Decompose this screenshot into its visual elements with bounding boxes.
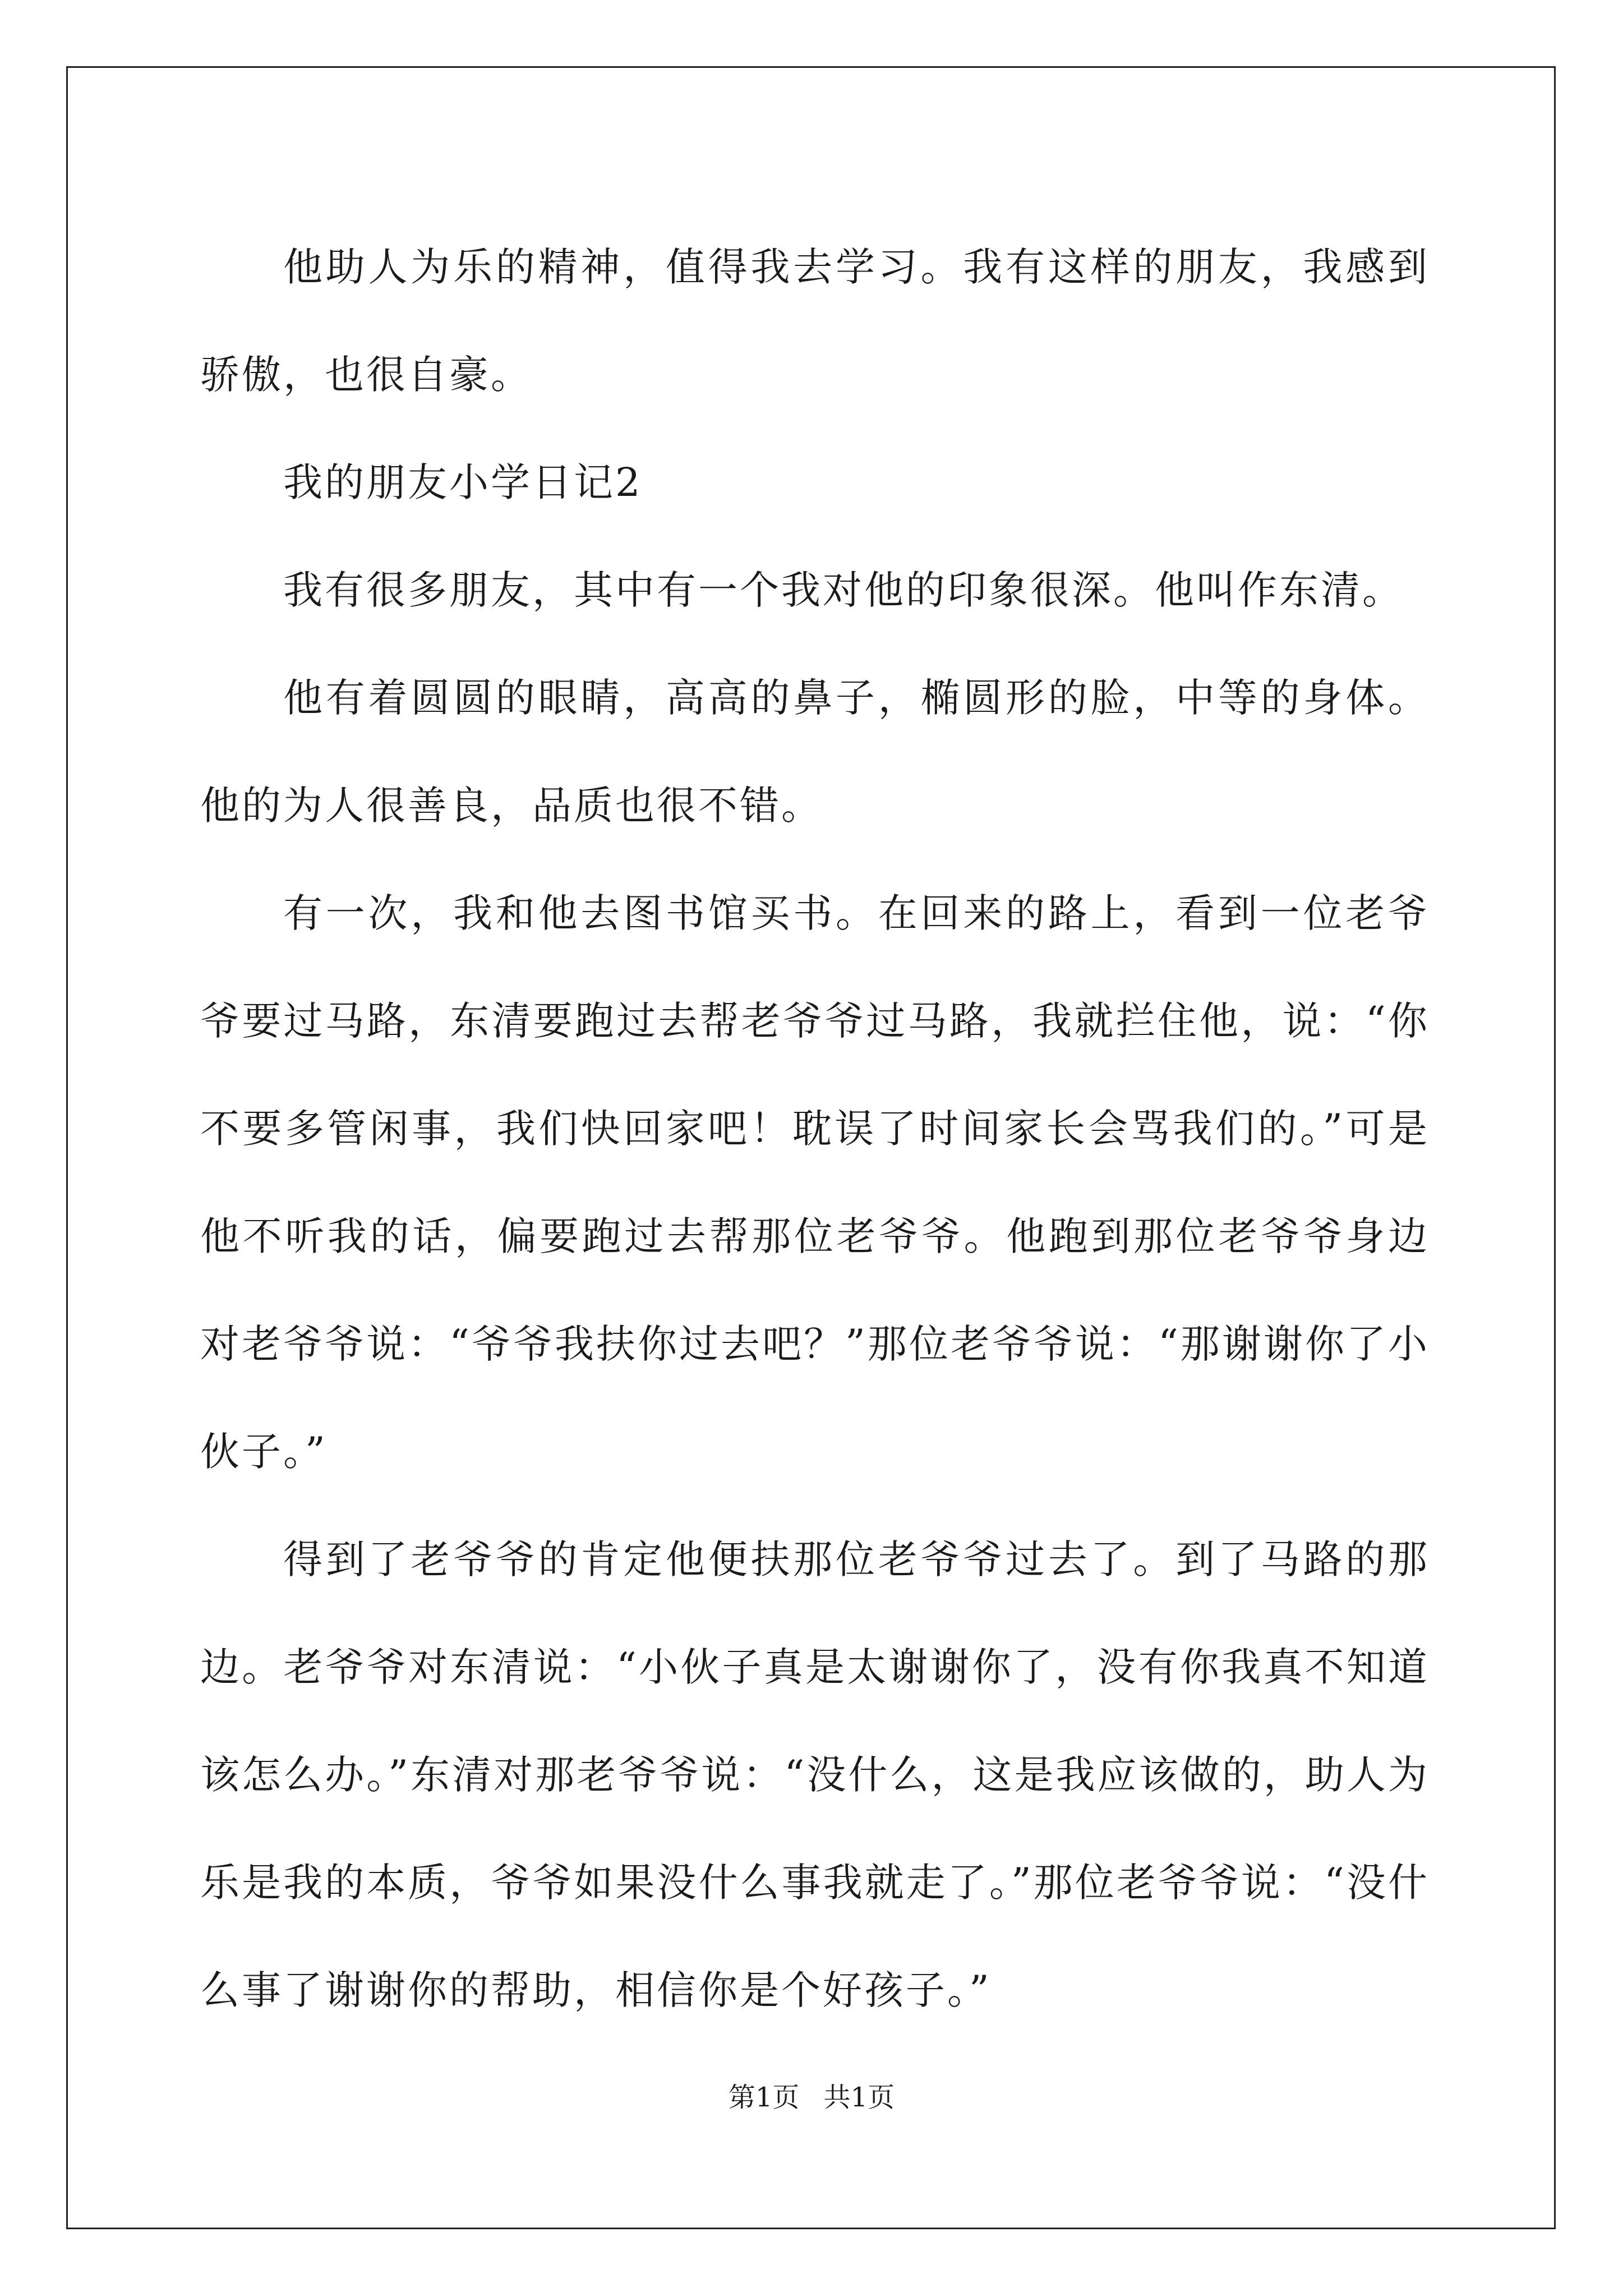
paragraph-ending: 得到了老爷爷的肯定他便扶那位老爷爷过去了。到了马路的那边。老爷爷对东清说：“小伙子真是太谢谢你了，没有你我真不知道该怎么办。”东清对那老爷爷说：“没什么，这是我应该做的，助人为乐是我的本质，爷爷如果没什么事我就走了。”那位老爷爷说：“没什么事了谢谢你的帮助，相信你是个好孩子。”	[200, 1536, 1430, 2013]
document-body	[200, 213, 1430, 2044]
paragraph-1: 他助人为乐的精神，值得我去学习。我有这样的朋友，我感到骄傲，也很自豪。	[200, 244, 1430, 398]
diary-title: 我的朋友小学日记2	[283, 459, 643, 505]
paragraph-story: 有一次，我和他去图书馆买书。在回来的路上，看到一位老爷爷要过马路，东清要跑过去帮老爷爷过马路，我就拦住他，说：“你不要多管闲事，我们快回家吧！耽误了时间家长会骂我们的。”可是他不听我的话，偏要跑过去帮那位老爷爷。他跑到那位老爷爷身边对老爷爷说：“爷爷我扶你过去吧？”那位老爷爷说：“那谢谢你了小伙子。”	[200, 890, 1430, 1475]
page-total: 共1页	[823, 2082, 895, 2113]
paragraph-appearance: 他有着圆圆的眼睛，高高的鼻子，椭圆形的脸，中等的身体。他的为人很善良，品质也很不错。	[200, 675, 1430, 829]
page-footer	[0, 2076, 1623, 2114]
page-number: 第1页	[728, 2082, 800, 2113]
paragraph-intro: 我有很多朋友，其中有一个我对他的印象很深。他叫作东清。	[283, 567, 1404, 613]
